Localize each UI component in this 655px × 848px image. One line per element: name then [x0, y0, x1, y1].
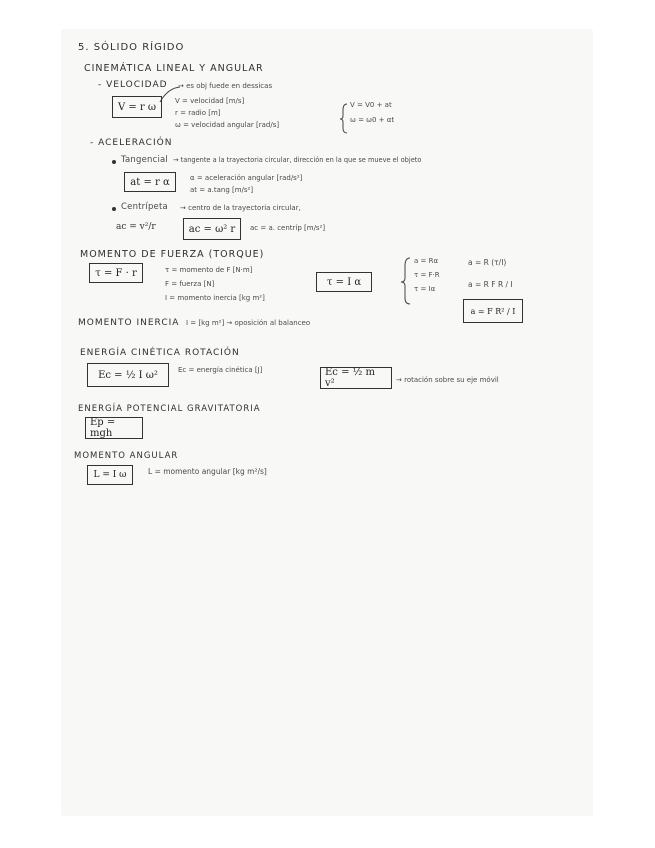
- inercia-def: I = [kg m²] → oposición al balanceo: [186, 319, 311, 327]
- torque-def-2: F = fuerza [N]: [165, 280, 215, 288]
- tangencial-def-1: α = aceleración angular [rad/s²]: [190, 174, 303, 182]
- velocidad-eq-2: ω = ω0 + αt: [350, 116, 395, 124]
- velocidad-def-2: r = radio [m]: [175, 109, 221, 117]
- velocidad-def-1: V = velocidad [m/s]: [175, 97, 245, 105]
- formula-box-momento-angular: L = I ω: [87, 465, 133, 485]
- velocidad-label: - VELOCIDAD: [98, 80, 168, 90]
- section-heading-energia-potencial: ENERGÍA POTENCIAL GRAVITATORIA: [78, 404, 261, 414]
- aceleracion-label: - ACELERACIÓN: [90, 138, 173, 148]
- bullet-icon: [112, 207, 116, 211]
- formula-box-velocidad: V = r ω: [112, 96, 162, 118]
- centripeta-label: Centrípeta: [121, 202, 168, 212]
- velocidad-eq-1: V = V0 + at: [350, 101, 392, 109]
- torque-system-2: τ = F·R: [414, 271, 440, 279]
- section-heading-inercia: MOMENTO INERCIA: [78, 318, 180, 328]
- section-heading-momento-angular: MOMENTO ANGULAR: [74, 451, 179, 461]
- energia-cinetica-def: Ec = energía cinética [J]: [178, 366, 263, 374]
- centripeta-formula-a: ac = v²/r: [116, 222, 156, 232]
- formula-box-tangencial: at = r α: [124, 172, 176, 192]
- torque-system-1: a = Rα: [414, 257, 439, 265]
- tangencial-note: → tangente a la trayectoria circular, dirección en la que se mueve el objeto: [173, 156, 422, 164]
- formula-box-centripeta: ac = ω² r: [183, 218, 241, 240]
- centripeta-def: ac = a. centríp [m/s²]: [250, 224, 326, 232]
- section-heading-energia-cinetica: ENERGÍA CINÉTICA ROTACIÓN: [80, 348, 240, 358]
- formula-box-energia-potencial: Ep = mgh: [85, 417, 143, 439]
- section-heading-cinematica: CINEMÁTICA LINEAL Y ANGULAR: [84, 63, 264, 74]
- energia-cinetica-note: → rotación sobre su eje móvil: [396, 376, 499, 384]
- torque-def-1: τ = momento de F [N·m]: [165, 266, 253, 274]
- formula-box-torque: τ = F · r: [89, 263, 143, 283]
- velocidad-note: → es obj fuede en dessicas: [178, 82, 273, 90]
- page-title: 5. SÓLIDO RÍGIDO: [78, 42, 185, 53]
- torque-def-3: I = momento inercia [kg m²]: [165, 294, 265, 302]
- torque-derive-2: a = R F R / I: [468, 280, 513, 289]
- bullet-icon: [112, 160, 116, 164]
- torque-system-3: τ = Iα: [414, 285, 436, 293]
- velocidad-def-3: ω = velocidad angular [rad/s]: [175, 121, 280, 129]
- formula-box-energia-cinetica-lineal: Ec = ½ m v²: [320, 367, 392, 389]
- tangencial-label: Tangencial: [121, 155, 168, 165]
- formula-box-torque-inertia: τ = I α: [316, 272, 372, 292]
- formula-box-torque-result: a = F R² / I: [463, 299, 523, 323]
- tangencial-def-2: at = a.tang [m/s²]: [190, 186, 254, 194]
- torque-derive-1: a = R (τ/I): [468, 258, 507, 267]
- formula-box-energia-cinetica: Ec = ½ I ω²: [87, 363, 169, 387]
- section-heading-torque: MOMENTO DE FUERZA (TORQUE): [80, 249, 265, 260]
- momento-angular-def: L = momento angular [kg m²/s]: [148, 467, 267, 476]
- centripeta-note: → centro de la trayectoria circular,: [180, 204, 301, 212]
